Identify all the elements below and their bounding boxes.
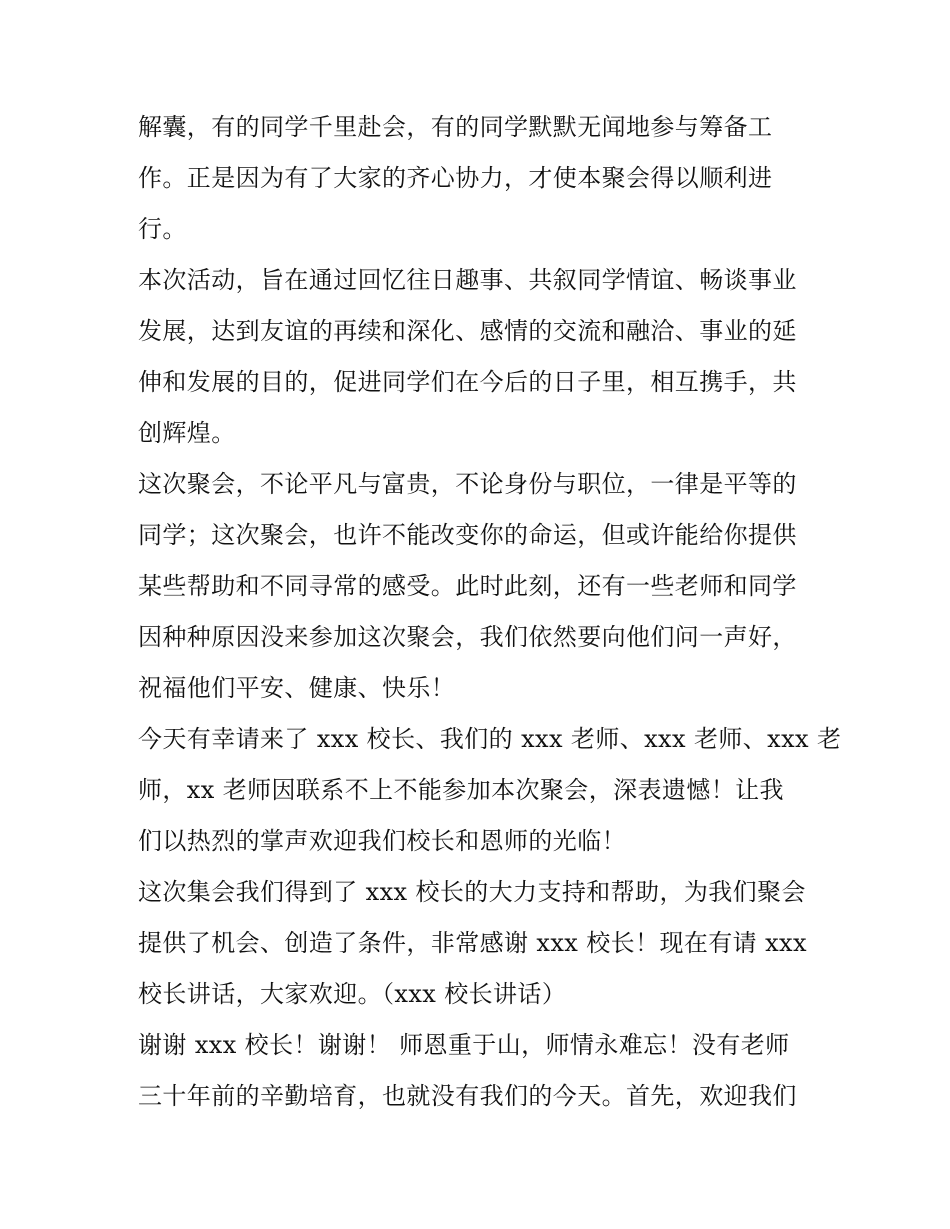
text-line: 作。正是因为有了大家的齐心协力，才使本聚会得以顺利进 xyxy=(138,164,773,192)
text-line: 解囊，有的同学千里赴会，有的同学默默无闻地参与筹备工 xyxy=(138,113,773,141)
text-line: 行。 xyxy=(138,215,187,243)
text-line: 同学；这次聚会，也许不能改变你的命运，但或许能给你提供 xyxy=(138,521,797,549)
text-line: 提供了机会、创造了条件，非常感谢 xxx 校长！现在有请 xxx xyxy=(138,929,807,957)
text-line: 师，xx 老师因联系不上不能参加本次聚会，深表遗憾！让我 xyxy=(138,776,784,804)
text-line: 本次活动，旨在通过回忆往日趣事、共叙同学情谊、畅谈事业 xyxy=(138,266,797,294)
text-line: 今天有幸请来了 xxx 校长、我们的 xxx 老师、xxx 老师、xxx 老 xyxy=(138,725,842,753)
text-line: 校长讲话，大家欢迎。（xxx 校长讲话） xyxy=(138,980,567,1008)
text-line: 谢谢 xxx 校长！谢谢！ 师恩重于山，师情永难忘！没有老师 xyxy=(138,1031,790,1059)
text-line: 祝福他们平安、健康、快乐！ xyxy=(138,674,456,702)
text-line: 们以热烈的掌声欢迎我们校长和恩师的光临！ xyxy=(138,827,626,855)
text-line: 这次集会我们得到了 xxx 校长的大力支持和帮助，为我们聚会 xyxy=(138,878,806,906)
text-line: 这次聚会，不论平凡与富贵，不论身份与职位，一律是平等的 xyxy=(138,470,797,498)
text-line: 因种种原因没来参加这次聚会，我们依然要向他们问一声好， xyxy=(138,623,797,651)
text-line: 三十年前的辛勤培育，也就没有我们的今天。首先，欢迎我们 xyxy=(138,1082,797,1110)
text-line: 发展，达到友谊的再续和深化、感情的交流和融洽、事业的延 xyxy=(138,317,797,345)
text-line: 某些帮助和不同寻常的感受。此时此刻，还有一些老师和同学 xyxy=(138,572,797,600)
text-line: 创辉煌。 xyxy=(138,419,236,447)
document-body xyxy=(138,102,842,1122)
text-line: 伸和发展的目的，促进同学们在今后的日子里，相互携手，共 xyxy=(138,368,797,396)
